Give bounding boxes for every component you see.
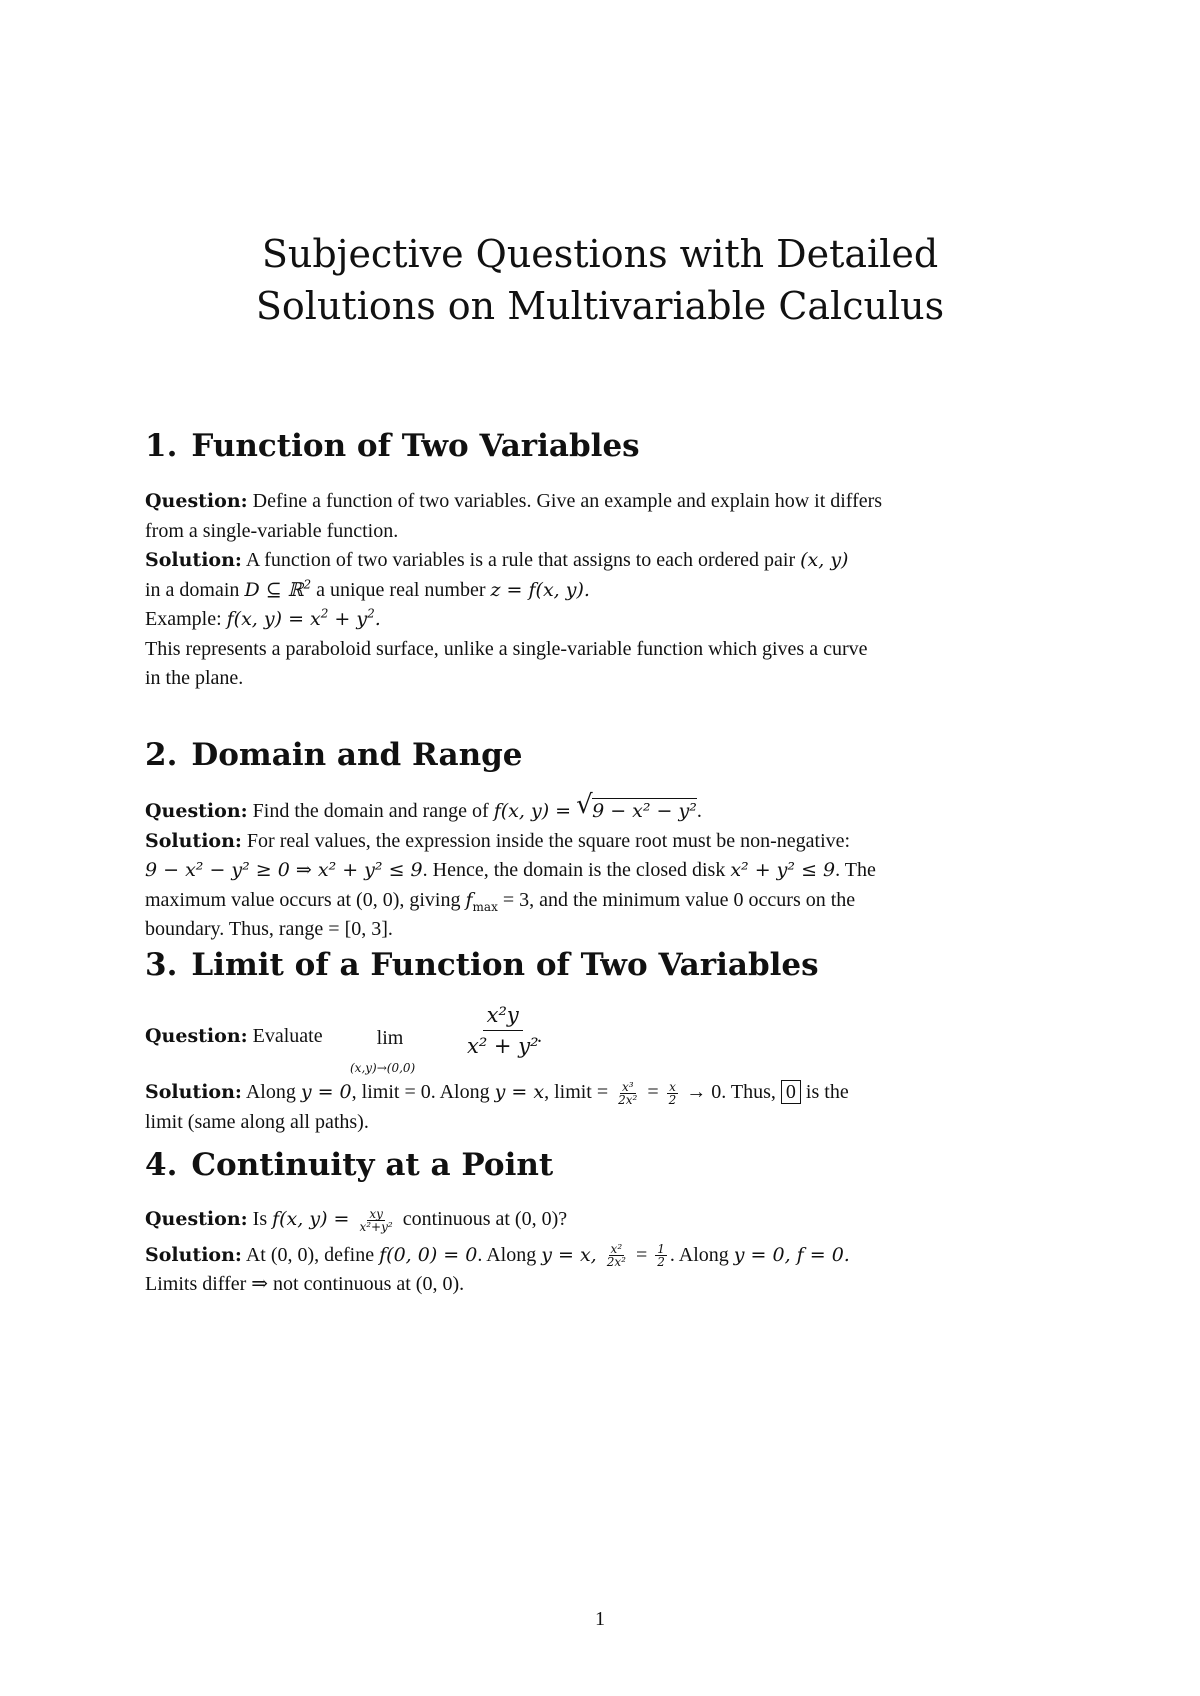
section-3-body <box>145 1000 1065 1137</box>
solution-label: Solution: <box>145 1081 242 1103</box>
math-disk: x² + y² ≤ 9 <box>730 859 836 881</box>
example-line <box>145 605 1065 635</box>
solution-line: Solution: Along y = 0, limit = 0. Along y = x, limit = $\frac{\text{x³}}{\text{2x²}}$ = $\frac{x}{2}$ → 0. Thus, 0 is the <box>145 1079 849 1107</box>
section-title: Function of Two Variables <box>191 428 640 464</box>
boxed-answer: 0 <box>781 1080 801 1104</box>
example-label: Example: <box>145 608 222 630</box>
limit-fraction: x²y x² + y² <box>463 1000 543 1061</box>
math-domain: D ⊆ ℝ$^2$ <box>244 577 312 601</box>
solution-text: in a domain <box>145 578 240 601</box>
solution-line-2 <box>145 856 1065 886</box>
page-number: 1 <box>595 1608 605 1630</box>
question-label: Question: <box>145 1208 248 1230</box>
question-line <box>145 487 1065 517</box>
solution-text: . The <box>835 859 876 881</box>
math-pair: (x, y) <box>800 549 849 571</box>
section-1-heading <box>145 428 640 464</box>
section-4-body <box>145 1205 1065 1300</box>
solution-line <box>145 827 1065 857</box>
math-fmax: $f_{max}$ <box>465 888 498 914</box>
fraction: $\frac{\text{x²}}{\text{2x²}}$ <box>606 1242 626 1270</box>
question-line: Question: Is f(x, y) = $\frac{xy}{\text{x²+y²}}$ continuous at (0, 0)? <box>145 1206 568 1234</box>
section-title: Limit of a Function of Two Variables <box>191 947 819 983</box>
question-text: Evaluate <box>252 1025 323 1047</box>
solution-label: Solution: <box>145 549 242 571</box>
section-title: Domain and Range <box>191 737 523 773</box>
math-z: z = f(x, y). <box>490 578 590 601</box>
math-sqrt: √ 9 − x² − y² <box>576 790 697 822</box>
solution-line <box>145 546 1065 576</box>
section-4-heading <box>145 1147 553 1183</box>
solution-text: maximum value occurs at (0, 0), giving <box>145 888 461 911</box>
question-label: Question: <box>145 490 248 512</box>
limit-operator: lim (x,y)→(0,0) <box>350 1027 416 1075</box>
section-1-body <box>145 487 1065 694</box>
solution-text: = 3, and the minimum value 0 occurs on the <box>502 888 856 911</box>
solution-line: Solution: At (0, 0), define f(0, 0) = 0. Along y = x, $\frac{\text{x²}}{\text{2x²}}$ = $\frac{1}{2}$ . Along y = 0, f = 0. <box>145 1242 850 1270</box>
section-number: 2. <box>145 737 178 773</box>
section-title: Continuity at a Point <box>191 1147 554 1183</box>
question-text: Find the domain and range of <box>252 800 489 822</box>
question-line-2: from a single-variable function. <box>145 519 399 542</box>
solution-label: Solution: <box>145 1243 242 1266</box>
question-line: Question: Find the domain and range of f(x, y) = √ 9 − x² − y². <box>145 797 1065 827</box>
title-line-2: Solutions on Multivariable Calculus <box>255 284 945 328</box>
question-label: Question: <box>145 1025 248 1047</box>
solution-line-3 <box>145 886 1065 916</box>
solution-line-2: limit (same along all paths). <box>145 1110 369 1133</box>
solution-text: A function of two variables is a rule that assigns to each ordered pair <box>245 549 796 571</box>
math-inequality: 9 − x² − y² ≥ 0 ⇒ x² + y² ≤ 9 <box>145 859 423 881</box>
section-2-body <box>145 790 1065 945</box>
section-number: 1. <box>145 428 178 464</box>
fraction: $\frac{1}{2}$ <box>657 1242 665 1270</box>
page-title <box>145 228 1055 332</box>
section-3-heading <box>145 947 819 983</box>
note-line: This represents a paraboloid surface, unlike a single-variable function which gives a curve <box>145 637 868 660</box>
section-number: 4. <box>145 1147 178 1183</box>
fraction: $\frac{xy}{\text{x²+y²}}$ <box>359 1206 393 1234</box>
section-2-heading <box>145 737 523 773</box>
question-text: Define a function of two variables. Give an example and explain how it differs <box>252 490 883 512</box>
note-line-2: in the plane. <box>145 667 244 689</box>
question-label: Question: <box>145 800 248 822</box>
fraction: $\frac{x}{2}$ <box>668 1079 677 1107</box>
solution-line-2: Limits differ ⇒ not continuous at (0, 0). <box>145 1273 465 1295</box>
solution-label: Solution: <box>145 829 242 852</box>
solution-text: . Hence, the domain is the closed disk <box>422 859 726 881</box>
title-line-1: Subjective Questions with Detailed <box>261 232 939 276</box>
solution-line-4: boundary. Thus, range = [0, 3]. <box>145 918 393 940</box>
solution-text: For real values, the expression inside the square root must be non-negative: <box>246 829 851 852</box>
section-number: 3. <box>145 947 178 983</box>
solution-line-2 <box>145 576 1065 606</box>
math-function: f(x, y) = <box>493 800 572 822</box>
fraction: $\frac{\text{x³}}{\text{2x²}}$ <box>618 1079 638 1107</box>
solution-text: a unique real number <box>316 578 486 601</box>
question-line: Question: Evaluate lim (x,y)→(0,0) x²y x² + y² . <box>145 1000 1065 1076</box>
math-example: f(x, $y) = x^2 + y^2$. <box>226 606 381 630</box>
